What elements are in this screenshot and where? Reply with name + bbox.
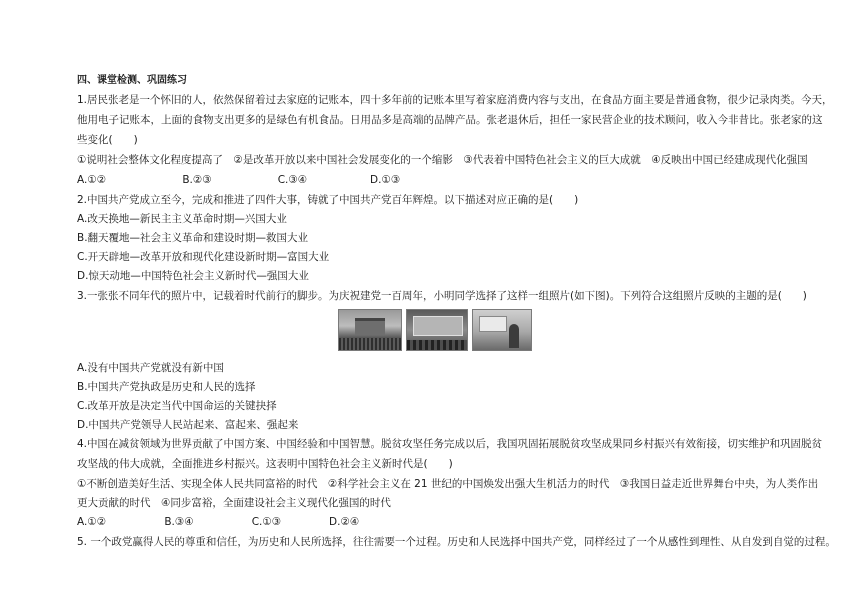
- q5-stem: 5. 一个政党赢得人民的尊重和信任，为历史和人民所选择，往往需要一个过程。历史和人民选择中国共产党，同样经过了一个从感性到理性、从自发到自觉的过程。: [77, 536, 836, 548]
- q1-option-a[interactable]: A.①②: [77, 174, 107, 186]
- q4-option-b[interactable]: B.③④: [164, 516, 194, 528]
- q4-statements-2: 更大贡献的时代 ④同步富裕，全面建设社会主义现代化强国的时代: [77, 497, 391, 509]
- photo-exhibition: [472, 309, 532, 351]
- q3-option-c[interactable]: C.改革开放是决定当代中国命运的关键抉择: [77, 400, 277, 412]
- q3-photo-strip: [338, 309, 532, 351]
- q1-option-b[interactable]: B.②③: [182, 174, 212, 186]
- q1-option-d[interactable]: D.①③: [370, 174, 401, 186]
- q4-statements-1: ①不断创造美好生活、实现全体人民共同富裕的时代 ②科学社会主义在 21 世纪的中国焕发出强大生机活力的时代 ③我国日益走近世界舞台中央，为人类作出: [77, 478, 819, 490]
- q2-stem: 2.中国共产党成立至今，完成和推进了四件大事，铸就了中国共产党百年辉煌。以下描述对应正确的是( ): [77, 194, 579, 206]
- q3-option-d[interactable]: D.中国共产党领导人民站起来、富起来、强起来: [77, 419, 299, 431]
- photo-meeting-hall: [406, 309, 468, 351]
- q3-option-a[interactable]: A.没有中国共产党就没有新中国: [77, 362, 224, 374]
- q3-option-b[interactable]: B.中国共产党执政是历史和人民的选择: [77, 381, 256, 393]
- section-title: 四、课堂检测、巩固练习: [77, 75, 187, 86]
- q4-line-1: 4.中国在减贫领域为世界贡献了中国方案、中国经验和中国智慧。脱贫攻坚任务完成以后，我国巩固拓展脱贫攻坚成果同乡村振兴有效衔接，切实维护和巩固脱贫: [77, 438, 823, 450]
- photo-tiananmen-gathering: [338, 309, 402, 351]
- q4-option-d[interactable]: D.②④: [329, 516, 360, 528]
- q1-option-c[interactable]: C.③④: [277, 174, 308, 186]
- q1-line-1: 1.居民张老是一个怀旧的人，依然保留着过去家庭的记账本，四十多年前的记账本里写着家庭消费内容与支出，在食品方面主要是普通食物，很少记录肉类。今天，: [77, 94, 833, 106]
- q2-option-b[interactable]: B.翻天覆地—社会主义革命和建设时期—救国大业: [77, 232, 309, 244]
- q4-options: [77, 515, 820, 529]
- q2-option-a[interactable]: A.改天换地—新民主主义革命时期—兴国大业: [77, 213, 287, 225]
- q4-option-a[interactable]: A.①②: [77, 516, 107, 528]
- q1-line-3: 些变化( ): [77, 134, 138, 146]
- q1-options: [77, 173, 820, 187]
- q4-line-2: 攻坚战的伟大成就，全面推进乡村振兴。这表明中国特色社会主义新时代是( ): [77, 458, 453, 470]
- q3-stem: 3.一张张不同年代的照片中，记载着时代前行的脚步。为庆祝建党一百周年，小明同学选择了这样一组照片(如下图)。下列符合这组照片反映的主题的是( ): [77, 290, 807, 302]
- q2-option-d[interactable]: D.惊天动地—中国特色社会主义新时代—强国大业: [77, 270, 309, 282]
- q1-statements: ①说明社会整体文化程度提高了 ②是改革开放以来中国社会发展变化的一个缩影 ③代表着中国特色社会主义的巨大成就 ④反映出中国已经建成现代化强国: [77, 154, 808, 166]
- q1-line-2: 他用电子记账本，上面的食物支出更多的是绿色有机食品。日用品多是高端的品牌产品。张老退休后，担任一家民营企业的技术顾问，收入今非昔比。张老家的这: [77, 114, 823, 126]
- q4-option-c[interactable]: C.①③: [251, 516, 282, 528]
- q2-option-c[interactable]: C.开天辟地—改革开放和现代化建设新时期—富国大业: [77, 251, 330, 263]
